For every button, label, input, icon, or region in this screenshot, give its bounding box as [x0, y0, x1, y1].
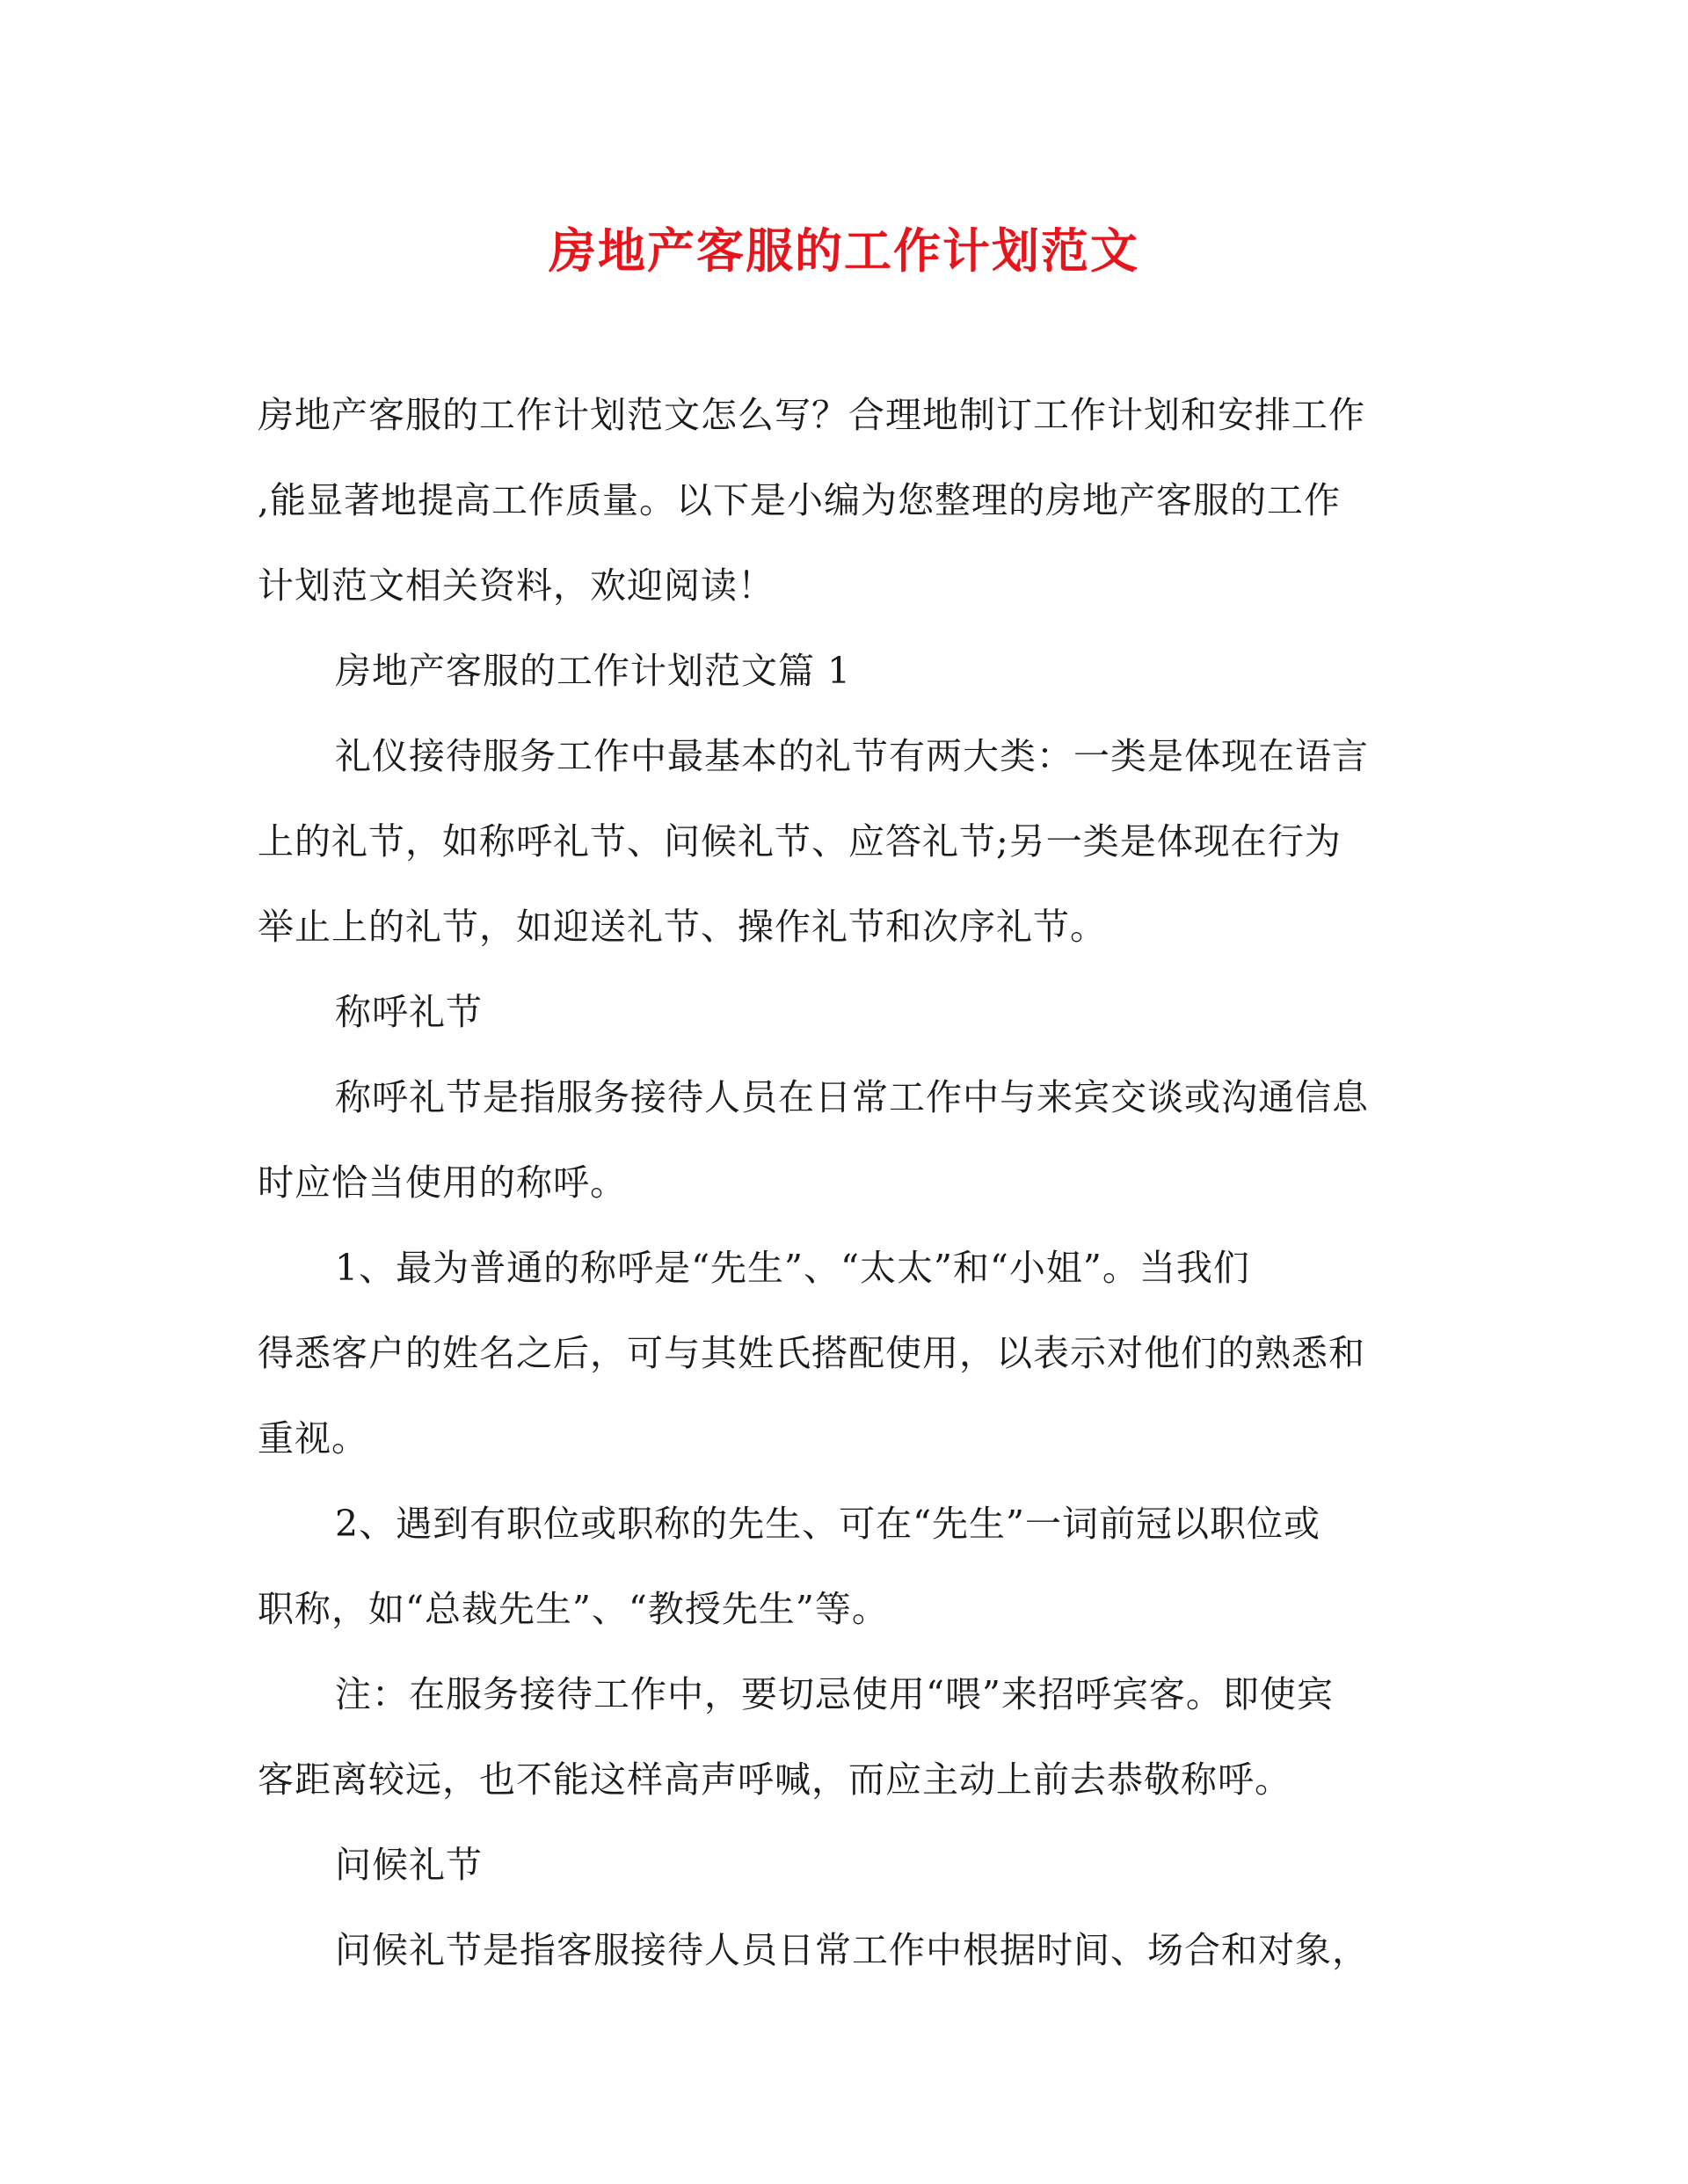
body-line: 职称，如“总裁先生”、“教授先生”等。: [258, 1588, 889, 1630]
subheading: 称呼礼节: [335, 991, 483, 1033]
body-line: 客距离较远，也不能这样高声呼喊，而应主动上前去恭敬称呼。: [258, 1758, 1291, 1801]
body-line: 房地产客服的工作计划范文怎么写？合理地制订工作计划和安排工作: [258, 394, 1365, 436]
body-line: 上的礼节，如称呼礼节、问候礼节、应答礼节;另一类是体现在行为: [258, 820, 1342, 863]
list-item-line: 1、最为普通的称呼是“先生”、“太太”和“小姐”。当我们: [335, 1247, 1250, 1289]
body-line: 重视。: [258, 1417, 368, 1460]
note-line: 注：在服务接待工作中，要切忌使用“喂”来招呼宾客。即使宾: [335, 1673, 1334, 1715]
document-body: [258, 373, 1436, 1993]
document-title: 房地产客服的工作计划范文: [549, 222, 1139, 279]
body-line: 礼仪接待服务工作中最基本的礼节有两大类：一类是体现在语言: [335, 735, 1369, 777]
body-line: ,能显著地提高工作质量。以下是小编为您整理的房地产客服的工作: [258, 479, 1342, 521]
body-line: 称呼礼节是指服务接待人员在日常工作中与来宾交谈或沟通信息: [335, 1076, 1369, 1118]
list-item-line: 2、遇到有职位或职称的先生、可在“先生”一词前冠以职位或: [335, 1503, 1321, 1545]
body-line: 时应恰当使用的称呼。: [258, 1161, 627, 1204]
section-heading: 房地产客服的工作计划范文篇 1: [335, 650, 852, 692]
body-line: 得悉客户的姓名之后，可与其姓氏搭配使用，以表示对他们的熟悉和: [258, 1332, 1365, 1374]
subheading: 问候礼节: [335, 1844, 483, 1886]
body-line: 计划范文相关资料，欢迎阅读！: [258, 564, 775, 607]
body-line: 问候礼节是指客服接待人员日常工作中根据时间、场合和对象，: [335, 1929, 1369, 1971]
body-line: 举止上的礼节，如迎送礼节、操作礼节和次序礼节。: [258, 906, 1107, 948]
